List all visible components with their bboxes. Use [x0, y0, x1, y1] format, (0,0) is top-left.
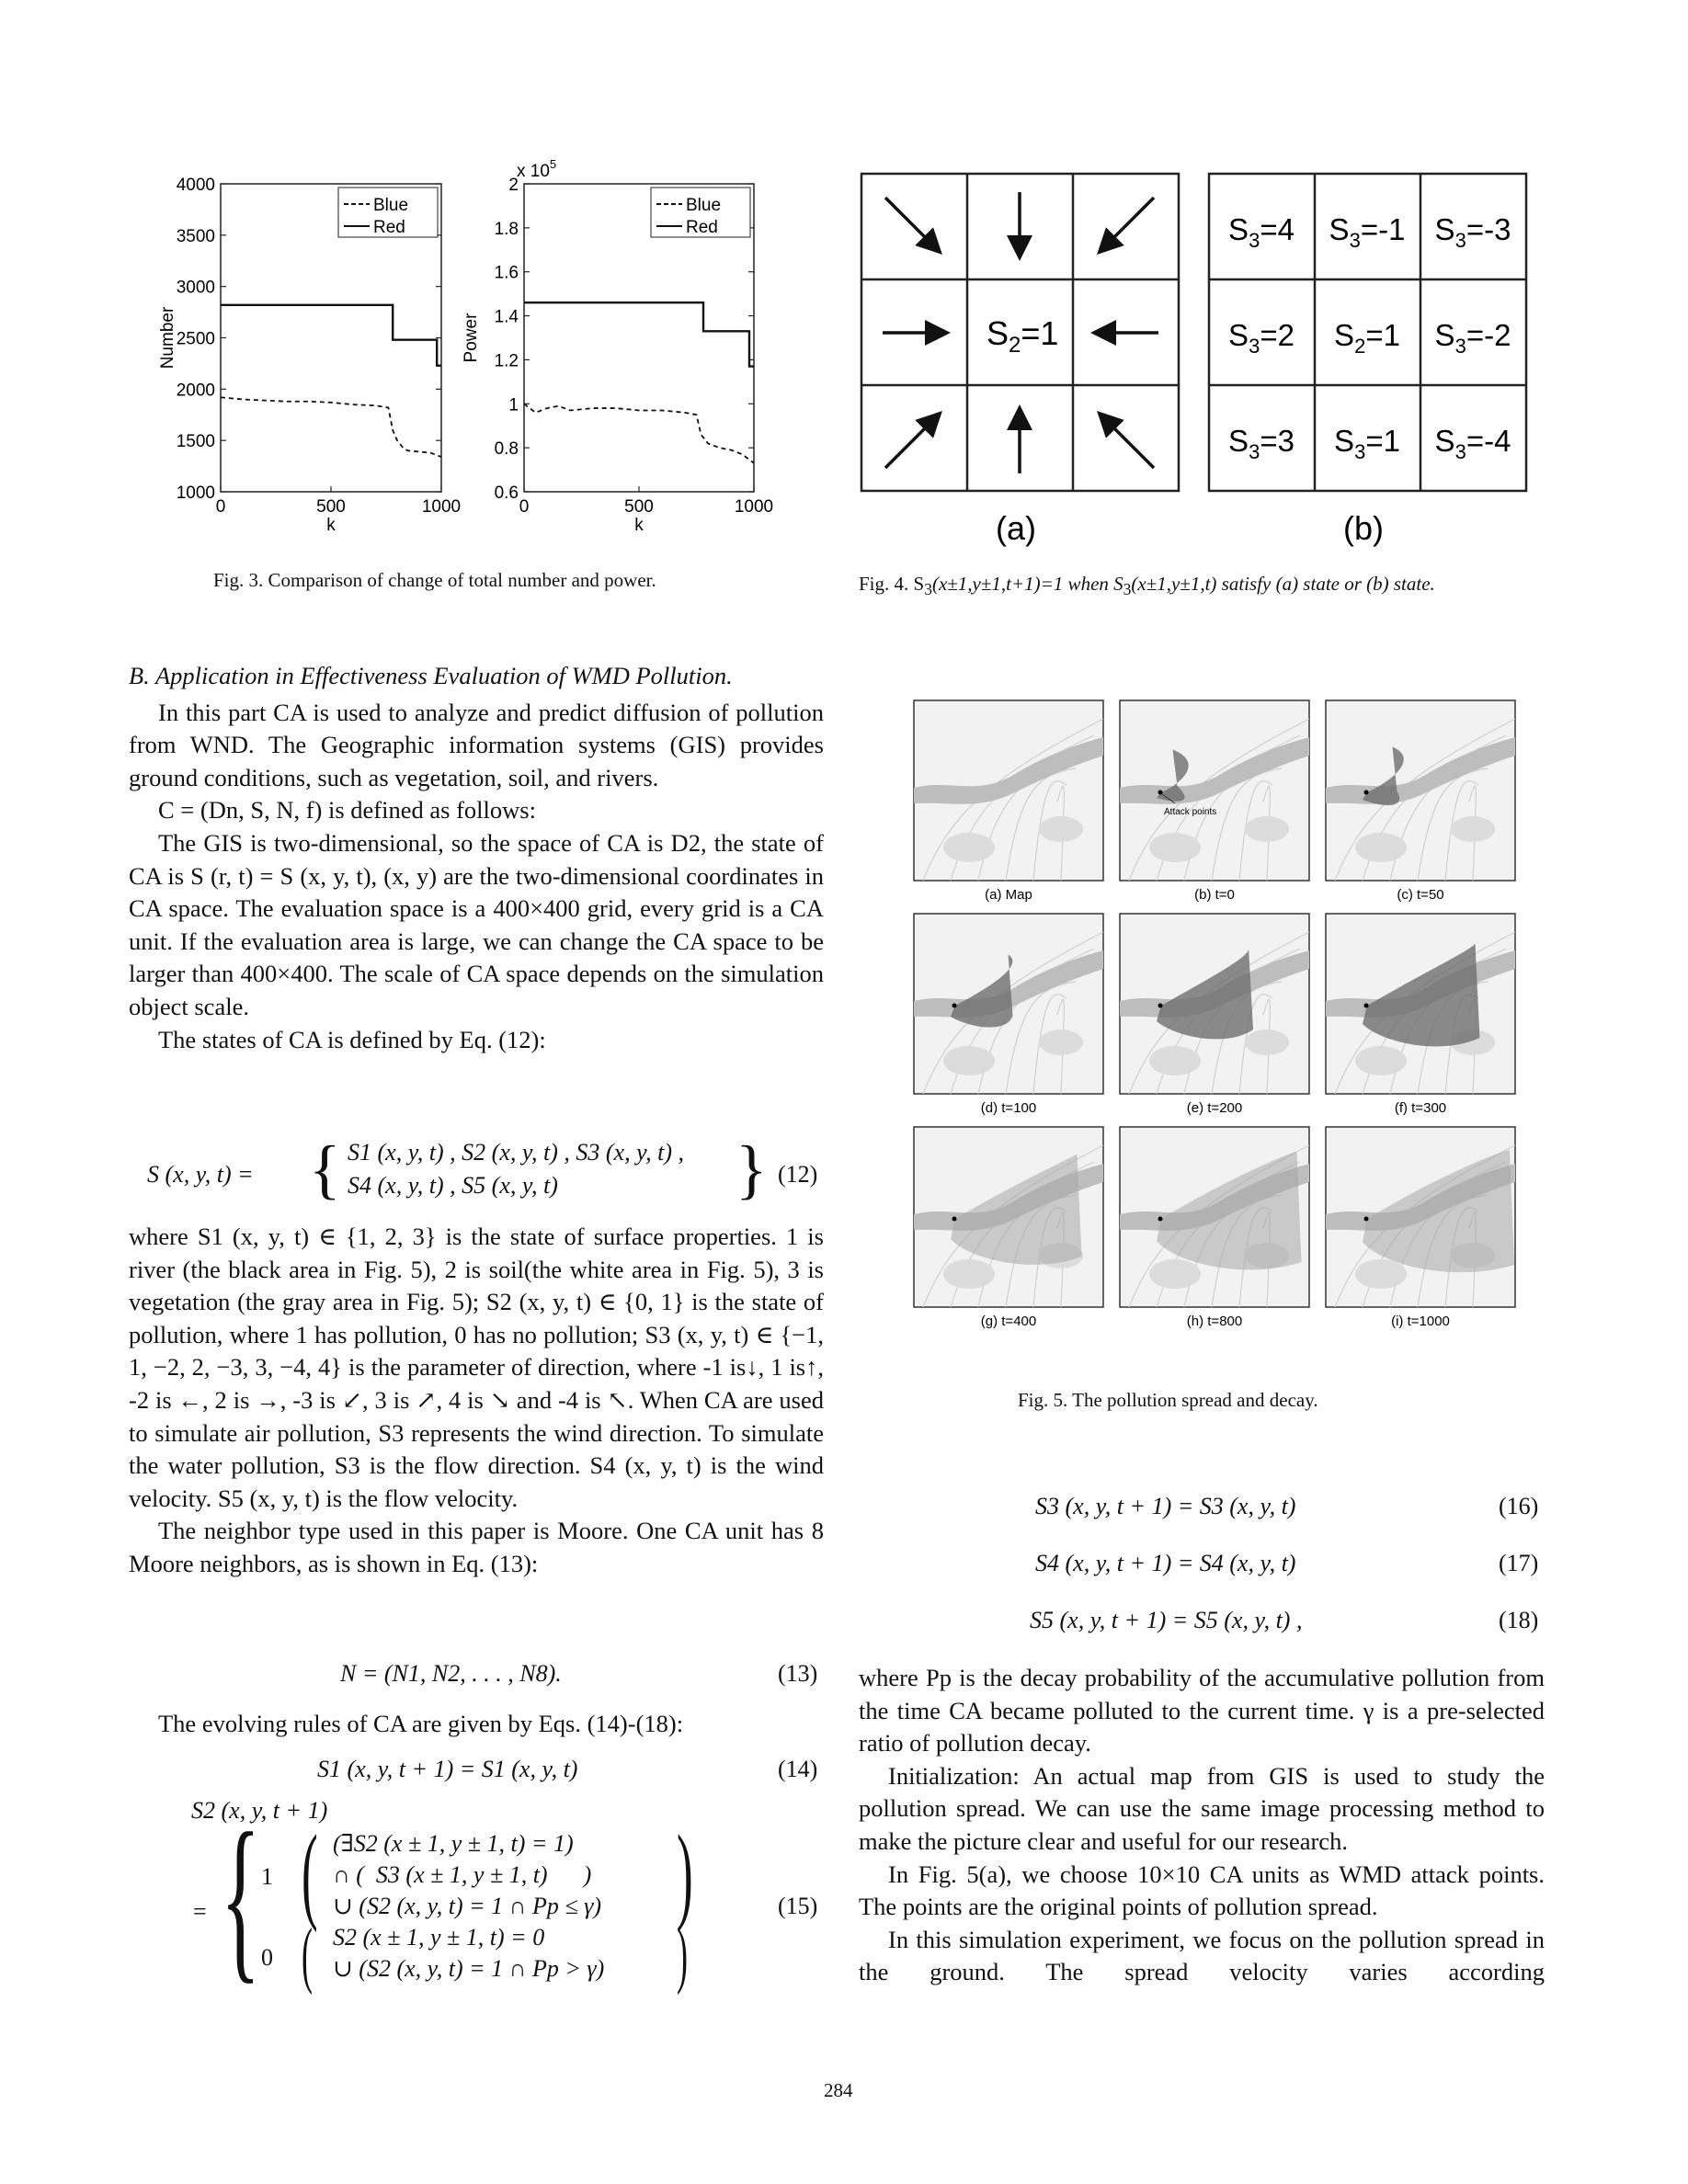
fig3-right-chart: [462, 157, 773, 535]
series-red: [524, 302, 754, 366]
left-column-2: [129, 1221, 824, 1581]
eq12-brace-left: {: [309, 1132, 341, 1206]
legend-entry: Blue: [373, 196, 409, 215]
grid-b-cell: $S_3=-3$: [1434, 212, 1511, 252]
map-vegetation: [1355, 1046, 1407, 1075]
map-vegetation: [1355, 833, 1407, 862]
y-tick-label: 1.2: [494, 351, 519, 371]
map-vegetation: [1245, 816, 1289, 842]
fig5-panel: [914, 1127, 1103, 1329]
eq17-body: S4 (x, y, t + 1) = S4 (x, y, t): [1035, 1550, 1296, 1576]
fig4-grid-b-labels: [1228, 212, 1511, 463]
fig5-panel: [1120, 700, 1309, 903]
equation-15: [129, 1797, 824, 2004]
eq15-lhs: S2 (x, y, t + 1): [191, 1797, 328, 1824]
attack-point-icon: [952, 1004, 957, 1008]
map-vegetation: [1355, 1259, 1407, 1289]
panel-label: (c) t=50: [1397, 887, 1444, 903]
eq15-number: (15): [778, 1893, 818, 1919]
right-column: [859, 1662, 1545, 1989]
panel-label: (f) t=300: [1394, 1100, 1447, 1116]
grid-b-cell: $S_3=-4$: [1434, 424, 1511, 463]
x-axis-label: k: [634, 516, 644, 535]
series-blue: [221, 397, 441, 457]
right-paragraph-1: where Pp is the decay probability of the accumulative pollution from the time CA became polluted to the current time. γ is a pre-selected ratio of pollution decay.: [859, 1664, 1545, 1757]
fig5-panel: [914, 914, 1103, 1116]
panel-label: (a) Map: [985, 887, 1032, 903]
panel-label: (e) t=200: [1186, 1100, 1243, 1116]
eq15-line-1: (∃S2 (x ± 1, y ± 1, t) = 1): [333, 1830, 574, 1857]
eq13-body: N = (N1, N2, . . . , N8).: [340, 1660, 562, 1687]
fig3-charts: [138, 156, 781, 542]
fig3-left-chart: [158, 176, 461, 535]
attack-points-label: Attack points: [1164, 807, 1217, 817]
right-paragraph-4: In this simulation experiment, we focus on the pollution spread in the ground. The spread velocity varies according: [859, 1925, 1545, 1986]
fig5-caption: Fig. 5. The pollution spread and decay.: [1018, 1389, 1318, 1411]
attack-point-icon: [1158, 791, 1163, 795]
map-vegetation: [1245, 1029, 1289, 1055]
y-tick-label: 3000: [176, 278, 215, 298]
eq15-equals: =: [193, 1898, 207, 1925]
series-red: [221, 305, 441, 366]
eq14-number: (14): [778, 1756, 818, 1782]
grid-b-cell: $S_3=4$: [1228, 212, 1295, 252]
fig4-caption: Fig. 4. $S_3(x\pm 1,y\pm 1,t+1)=1$ when $S_3(x\pm 1,y\pm 1,t)$ satisfy (a) state or (b) state.: [859, 573, 1435, 599]
axis-exponent: x $10^5$: [517, 157, 557, 181]
x-tick-label: 500: [316, 497, 346, 517]
y-tick-label: 1.8: [494, 219, 519, 239]
eq15-paren-right-1: ): [677, 1813, 693, 1933]
grid-b-cell: $S_3=1$: [1334, 424, 1400, 463]
eq12-lhs: S (x, y, t) =: [147, 1161, 254, 1188]
y-axis-label: Number: [158, 306, 177, 370]
map-vegetation: [943, 1046, 995, 1075]
eq18-number: (18): [1499, 1607, 1539, 1633]
grid-b-cell: $S_3=-2$: [1434, 318, 1511, 358]
left-column-3: [129, 1708, 824, 1741]
arrow-down-right-icon: [885, 198, 938, 250]
y-tick-label: 4000: [176, 176, 215, 195]
y-tick-label: 2: [508, 176, 519, 195]
map-vegetation: [1039, 1029, 1083, 1055]
fig5-panel: [1120, 914, 1309, 1116]
eq12-line-1: S1 (x, y, t) , S2 (x, y, t) , S3 (x, y, t) ,: [348, 1139, 685, 1166]
grid-b-cell: $S_3=2$: [1228, 318, 1295, 358]
fig5-panels: [910, 699, 1554, 1351]
fig5-panel: [914, 700, 1103, 903]
grid-b-cell: $S_3=-1$: [1329, 212, 1406, 252]
eq12-number: (12): [778, 1161, 818, 1188]
eq15-paren-right-2: ): [677, 1915, 688, 1996]
left-paragraph-2: C = (Dn, S, N, f) is defined as follows:: [158, 796, 536, 825]
fig4-label-b: (b): [1343, 509, 1384, 547]
left-paragraph-5: where S1 (x, y, t) ∈ {1, 2, 3} is the state of surface properties. 1 is river (the black area in Fig. 5), 2 is soil(the white area in Fig. 5), 3 is vegetation (the gray area in Fig. 5); S2 (x, y, t) ∈ {0, 1} is the state of pollution, where 1 has pollution, 0 has no pollution; S3 (x, y, t) ∈ {−1, 1, −2, 2, −3, 3, −4, 4} is the parameter of direction, where -1 is↓, 1 is↑, -2 is ←, 2 is →, -3 is ↙, 3 is ↗, 4 is ↘ and -4 is ↖. When CA are used to simulate air pollution, S3 represents the wind direction. To simulate the water pollution, S3 is the flow direction. S4 (x, y, t) is the wind velocity. S5 (x, y, t) is the flow velocity.: [129, 1223, 824, 1512]
y-axis-label: Power: [462, 313, 481, 363]
eq13-number: (13): [778, 1660, 818, 1687]
eq15-line-2: ∩ ( S3 (x ± 1, y ± 1, t) ): [333, 1861, 592, 1888]
x-tick-label: 1000: [421, 497, 462, 517]
fig3-caption: Fig. 3. Comparison of change of total number and power.: [213, 569, 656, 591]
attack-point-icon: [1158, 1004, 1163, 1008]
attack-point-icon: [952, 1217, 957, 1222]
fig5-panel: [1120, 1127, 1309, 1329]
fig5-panel: [1326, 700, 1515, 903]
eq15-one: 1: [261, 1863, 273, 1890]
map-vegetation: [943, 833, 995, 862]
fig5-figure: [910, 699, 1554, 1351]
arrow-up-left-icon: [1101, 415, 1154, 468]
attack-point-icon: [1158, 1217, 1163, 1222]
eq15-zero: 0: [261, 1944, 273, 1971]
right-paragraph-2: Initialization: An actual map from GIS is used to study the pollution spread. We can use the same image processing method to make the picture clear and useful for our research.: [859, 1761, 1545, 1855]
map-vegetation: [1149, 1259, 1201, 1289]
left-paragraph-1: In this part CA is used to analyze and predict diffusion of pollution from WND. The Geographic information systems (GIS) provides ground conditions, such as vegetation, soil, and rivers.: [129, 698, 824, 791]
x-axis-label: k: [326, 516, 336, 535]
x-tick-label: 500: [624, 497, 654, 517]
y-tick-label: 2000: [176, 381, 215, 401]
fig5-panel: [1326, 914, 1515, 1116]
right-paragraph-3: In Fig. 5(a), we choose 10×10 CA units as WMD attack points. The points are the original points of pollution spread.: [859, 1860, 1545, 1921]
x-tick-label: 0: [519, 497, 530, 517]
y-tick-label: 1.6: [494, 263, 519, 283]
section-heading: B. Application in Effectiveness Evaluation of WMD Pollution.: [129, 662, 733, 689]
map-vegetation: [1149, 833, 1201, 862]
left-column: [129, 660, 824, 1056]
fig4-figure: [860, 170, 1540, 547]
attack-point-icon: [1364, 1004, 1369, 1008]
eq14-body: S1 (x, y, t + 1) = S1 (x, y, t): [317, 1756, 578, 1782]
eq15-line-5: ∪ (S2 (x, y, t) = 1 ∩ Pp > γ): [333, 1955, 605, 1982]
legend-entry: Red: [373, 218, 405, 237]
eq16-number: (16): [1499, 1493, 1539, 1519]
fig4-center-label: $S_2=1$: [987, 314, 1059, 358]
legend-entry: Blue: [686, 196, 722, 215]
map-vegetation: [1451, 816, 1495, 842]
page-number: 284: [824, 2079, 853, 2101]
panel-label: (i) t=1000: [1391, 1314, 1450, 1329]
y-tick-label: 1: [508, 395, 519, 415]
eq17-number: (17): [1499, 1550, 1539, 1576]
fig4-label-a: (a): [996, 509, 1036, 547]
fig5-panel: [1326, 1127, 1515, 1329]
map-vegetation: [1149, 1046, 1201, 1075]
left-paragraph-3: The GIS is two-dimensional, so the space of CA is D2, the state of CA is S (r, t) = S (x, y, t), (x, y) are the two-dimensional coordinates in CA space. The evaluation space is a 400×400 grid, every grid is a CA unit. If the evaluation area is large, we can change the CA space to be larger than 400×400. The scale of CA space depends on the simulation object scale.: [129, 828, 824, 1020]
y-tick-label: 3500: [176, 226, 215, 246]
y-tick-label: 1.4: [494, 307, 519, 327]
y-tick-label: 0.6: [494, 483, 519, 503]
y-tick-label: 1500: [176, 432, 215, 452]
grid-b-cell: $S_2=1$: [1334, 318, 1400, 358]
map-vegetation: [1039, 816, 1083, 842]
eq15-brace: {: [221, 1796, 261, 1999]
panel-label: (h) t=800: [1186, 1314, 1243, 1329]
attack-point-icon: [1364, 1217, 1369, 1222]
panel-label: (d) t=100: [980, 1100, 1037, 1116]
eq18-body: S5 (x, y, t + 1) = S5 (x, y, t) ,: [1030, 1607, 1303, 1633]
eq15-line-4: S2 (x ± 1, y ± 1, t) = 0: [333, 1924, 545, 1951]
y-tick-label: 2500: [176, 329, 215, 349]
y-tick-label: 1000: [176, 483, 215, 503]
legend-entry: Red: [686, 218, 718, 237]
eq16-body: S3 (x, y, t + 1) = S3 (x, y, t): [1035, 1493, 1296, 1519]
arrow-down-left-icon: [1101, 198, 1154, 250]
panel-label: (g) t=400: [980, 1314, 1037, 1329]
map-vegetation: [943, 1259, 995, 1289]
y-tick-label: 0.8: [494, 439, 519, 460]
attack-point-icon: [1364, 791, 1369, 795]
x-tick-label: 1000: [734, 497, 774, 517]
eq15-paren-left-2: (: [302, 1915, 313, 1996]
left-paragraph-4: The states of CA is defined by Eq. (12):: [158, 1025, 546, 1053]
arrow-up-right-icon: [885, 415, 938, 468]
left-paragraph-6: The neighbor type used in this paper is Moore. One CA unit has 8 Moore neighbors, as is shown in Eq. (13):: [129, 1517, 824, 1577]
eq12-brace-right: }: [736, 1132, 768, 1206]
series-blue: [524, 404, 754, 463]
left-paragraph-7: The evolving rules of CA are given by Eqs. (14)-(18):: [158, 1710, 684, 1737]
eq15-line-3: ∪ (S2 (x, y, t) = 1 ∩ Pp ≤ γ): [333, 1893, 602, 1919]
panel-label: (b) t=0: [1194, 887, 1235, 903]
x-tick-label: 0: [215, 497, 226, 517]
eq12-line-2: S4 (x, y, t) , S5 (x, y, t): [348, 1172, 558, 1199]
grid-b-cell: $S_3=3$: [1228, 424, 1295, 463]
eq15-paren-left-1: (: [302, 1813, 318, 1933]
equation-12: [147, 1132, 824, 1218]
